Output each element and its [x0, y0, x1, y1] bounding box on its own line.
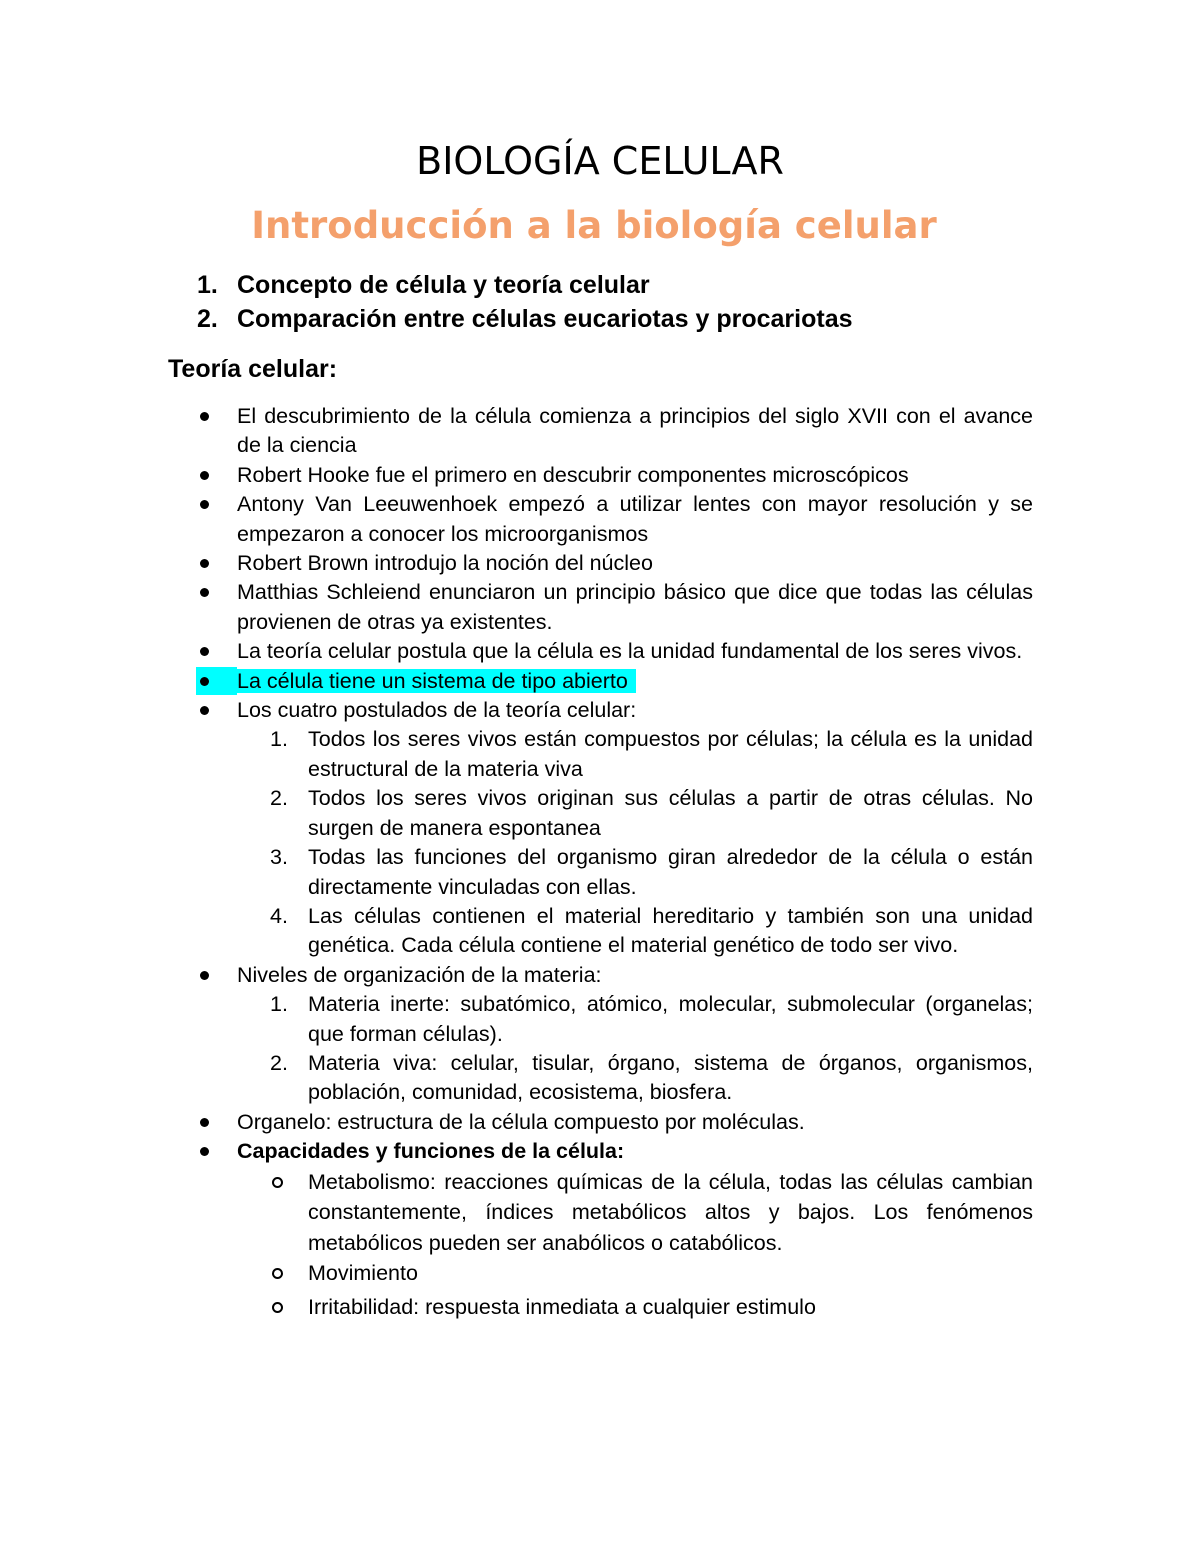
postulado-item: 1. Todos los seres vivos están compuestos por células; la célula es la unidad estructural de la materia viva [270, 727, 1033, 781]
topic-item: 2. Comparación entre células eucariotas y procariotas [197, 305, 853, 333]
nivel-item: 1. Materia inerte: subatómico, atómico, molecular, submolecular (organelas; que forman células). [270, 992, 1033, 1046]
topics-list [197, 268, 1057, 336]
bullet-list [0, 402, 1200, 1322]
bullet-dot [200, 471, 209, 480]
document-subtitle: Introducción a la biología celular [251, 204, 937, 247]
hollow-bullet [272, 1268, 283, 1279]
bullet-dot [200, 647, 209, 656]
bullet-dot [200, 500, 209, 509]
list-item-highlighted: La célula tiene un sistema de tipo abierto [0, 667, 1033, 696]
funcion-item: Movimiento [0, 1258, 1033, 1289]
funcion-item: Metabolismo: reacciones químicas de la célula, todas las células cambian constantemente, índices metabólicos altos y bajos. Los fenómenos metabólicos pueden ser anabólicos o catabólicos. [0, 1167, 1033, 1259]
list-item: El descubrimiento de la célula comienza a principios del siglo XVII con el avance de la ciencia [0, 402, 1033, 461]
list-item: Organelo: estructura de la célula compuesto por moléculas. [0, 1108, 1033, 1137]
bullet-dot [200, 412, 209, 421]
document-title: BIOLOGÍA CELULAR [416, 139, 784, 183]
bullet-dot [200, 971, 209, 980]
postulado-item: 2. Todos los seres vivos originan sus células a partir de otras células. No surgen de manera espontanea [270, 786, 1033, 840]
list-item: Matthias Schleiend enunciaron un principio básico que dice que todas las células provienen de otras ya existentes. [0, 578, 1033, 637]
bullet-dot [200, 677, 209, 686]
list-item: Niveles de organización de la materia: [0, 961, 1033, 990]
section-heading: Teoría celular: [168, 355, 338, 383]
bullet-dot [200, 1147, 209, 1156]
list-item: Robert Hooke fue el primero en descubrir componentes microscópicos [0, 461, 1033, 490]
nivel-item: 2. Materia viva: celular, tisular, órgano, sistema de órganos, organismos, población, comunidad, ecosistema, biosfera. [270, 1050, 1033, 1105]
list-item: Robert Brown introdujo la noción del núcleo [0, 549, 1033, 578]
hollow-bullet [272, 1177, 283, 1188]
bullet-dot [200, 1118, 209, 1127]
list-item: La teoría celular postula que la célula es la unidad fundamental de los seres vivos. [0, 637, 1033, 666]
list-item: Los cuatro postulados de la teoría celular: [0, 696, 1033, 725]
postulado-item: 3. Todas las funciones del organismo giran alrededor de la célula o están directamente vinculadas con ellas. [270, 845, 1033, 899]
bullet-dot [200, 588, 209, 597]
funcion-item: Irritabilidad: respuesta inmediata a cualquier estimulo [0, 1292, 1033, 1323]
bullet-dot [200, 559, 209, 568]
list-item: Capacidades y funciones de la célula: [0, 1137, 1033, 1166]
list-item: Antony Van Leeuwenhoek empezó a utilizar lentes con mayor resolución y se empezaron a conocer los microorganismos [0, 490, 1033, 549]
bullet-dot [200, 706, 209, 715]
hollow-bullet [272, 1302, 283, 1313]
topic-item: 1. Concepto de célula y teoría celular [197, 271, 650, 299]
postulado-item: 4. Las células contienen el material hereditario y también son una unidad genética. Cada célula contiene el material genético de todo ser vivo. [270, 903, 1033, 958]
